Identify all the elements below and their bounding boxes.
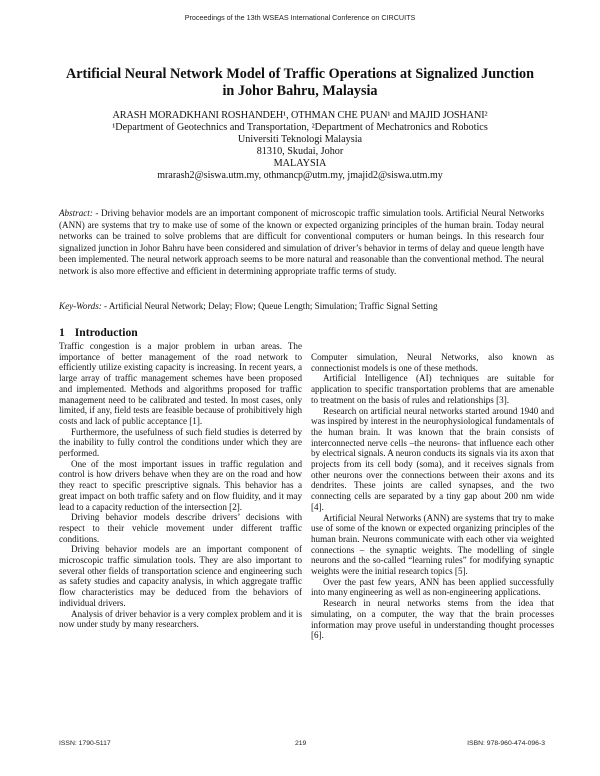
paragraph: Driving behavior models are an important component of microscopic traffic simulation tools. They are also important to several other fields of transportation science and engineering such as safety studies and capacity analysis, in which aggregate traffic flow characteristics may be deduced from the behaviors of individual drivers. <box>59 544 302 608</box>
paragraph: Driving behavior models describe drivers’ decisions with respect to their vehicle movement under different traffic conditions. <box>59 512 302 544</box>
keywords-label: Key-Words: <box>59 301 102 311</box>
paragraph: Artificial Intelligence (AI) techniques are suitable for application to specific transportation problems that are amenable to treatment on the basis of rules and relationships [3]. <box>311 373 554 405</box>
left-column <box>59 326 302 630</box>
author-emails: mrarash2@siswa.utm.my, othmancp@utm.my, jmajid2@siswa.utm.my <box>157 170 443 181</box>
paragraph: Over the past few years, ANN has been applied successfully into many engineering as well as non-engineering applications. <box>311 576 554 598</box>
keywords-text: - Artificial Neural Network; Delay; Flow; Queue Length; Simulation; Traffic Signal Setting <box>101 301 438 311</box>
abstract <box>59 208 544 278</box>
paragraph: Research in neural networks stems from the idea that simulating, on a computer, the way that the brain processes information may prove useful in understanding thought processes [6]. <box>311 598 554 641</box>
paragraph: Computer simulation, Neural Networks, also known as connectionist models is one of these methods. <box>311 352 554 373</box>
section-number: 1 <box>59 326 65 339</box>
section-heading <box>59 326 302 340</box>
footer-isbn: ISBN: 978-960-474-096-3 <box>467 740 545 747</box>
author-names: ARASH MORADKHANI ROSHANDEH¹, OTHMAN CHE PUAN¹ and MAJID JOSHANI² <box>112 110 488 121</box>
paragraph: Artificial Neural Networks (ANN) are systems that try to make use of some of the known or expected organizing principles of the human brain. Neurons communicate with each other via weighted connections – the synaptic weights. The modelling of single neurons and the so-called “learning rules” for modifying synaptic weights were the initial research topics [5]. <box>311 512 554 577</box>
author-block <box>40 110 560 182</box>
paragraph: One of the most important issues in traffic regulation and control is how drivers behave when they are on the road and how they react to specific prescriptive signals. This behavior has a great impact on both traffic safety and on flow fluidity, and it may lead to a capacity reduction of the intersection [2]. <box>59 458 302 512</box>
right-column <box>311 352 554 641</box>
footer-issn: ISSN: 1790-5117 <box>59 740 111 747</box>
paragraph: Analysis of driver behavior is a very complex problem and it is now under study by many researchers. <box>59 608 302 630</box>
affiliation-city: 81310, Skudai, Johor <box>256 146 344 157</box>
section-title: Introduction <box>74 326 138 339</box>
affiliation-university: Universiti Teknologi Malaysia <box>237 134 363 145</box>
paragraph: Furthermore, the usefulness of such field studies is deterred by the inability to fully control the conditions under which they are performed. <box>59 426 302 459</box>
running-header: Proceedings of the 13th WSEAS International Conference on CIRCUITS <box>184 13 416 22</box>
paper-title: Artificial Neural Network Model of Traffic Operations at Signalized Junction in Johor Bahru, Malaysia <box>66 66 534 99</box>
abstract-label: Abstract: <box>59 208 93 218</box>
abstract-text: - Driving behavior models are an important component of microscopic traffic simulation tools. Artificial Neural Networks (ANN) are systems that try to make use of some of the known or expected organizing principles of the human brain. Today neural networks can be trained to solve problems that are difficult for conventional computers or human beings. In this research four signalized junction in Johor Bahru have been considered and simulation of driver’s behavior in terms of delay and queue length have been implemented. The neural network approach seems to be more natural and reasonable than the conventional method. The neural network is also more effective and efficient in determining appropriate traffic terms of study. <box>59 208 544 276</box>
paragraph: Traffic congestion is a major problem in urban areas. The importance of better management of the road network to efficiently utilize existing capacity is increasing. In recent years, a large array of traffic management schemes have been proposed and implemented. Methods and algorithms proposed for traffic management need to be calibrated and tested. In most cases, only limited, if any, field tests are feasible because of prohibitively high costs and lack of public acceptance [1]. <box>59 341 302 426</box>
page-number: 219 <box>295 740 307 747</box>
affiliation-departments: ¹Department of Geotechnics and Transportation, ²Department of Mechatronics and Robotics <box>112 122 488 133</box>
keywords <box>59 301 544 313</box>
affiliation-country: MALAYSIA <box>273 158 327 169</box>
paragraph: Research on artificial neural networks started around 1940 and was inspired by interest in the neurophysiological fundamentals of the human brain. It was known that the brain consists of interconnected nerve cells –the neurons- that influence each other by electrical signals. A neuron conducts its signals via its axon that projects from its cell body (soma), and it receives signals from other neurons over the connections between their axons and its dendrites. These joints are called synapses, and the two connecting cells are separated by a tiny gap about 200 nm wide [4]. <box>311 405 554 512</box>
